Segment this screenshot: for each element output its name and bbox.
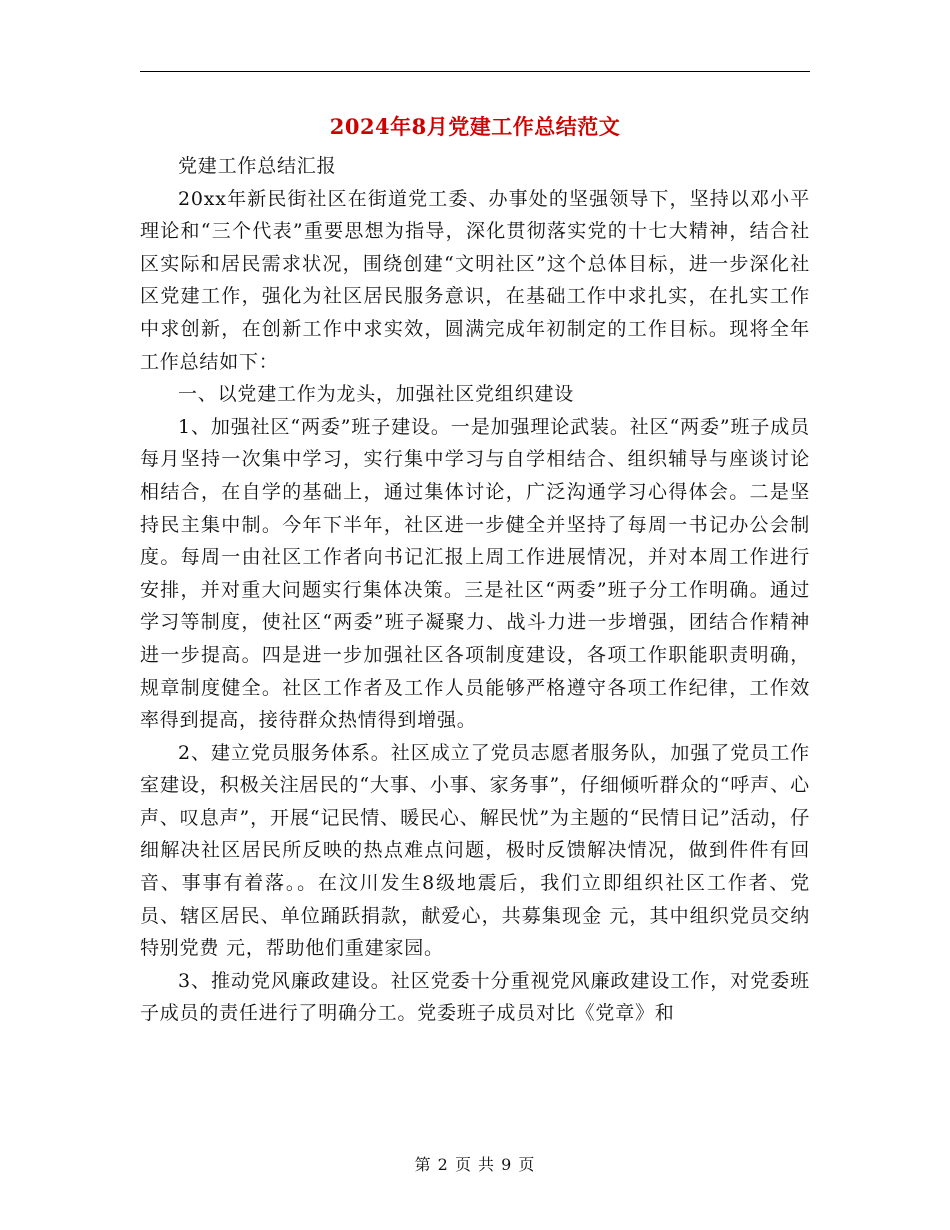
header-rule — [140, 71, 810, 72]
paragraph-intro: 20xx年新民街社区在街道党工委、办事处的坚强领导下，坚持以邓小平理论和“三个代表”重要思想为指导，深化贯彻落实党的十七大精神，结合社区实际和居民需求状况，围绕创建“文明社区”这个总体目标，进一步深化社区党建工作，强化为社区居民服务意识，在基础工作中求扎实，在扎实工作中求创新，在创新工作中求实效，圆满完成年初制定的工作目标。现将全年工作总结如下： — [140, 187, 810, 373]
paragraph-section-heading: 一、以党建工作为龙头，加强社区党组织建设 — [178, 383, 575, 406]
paragraph-report-heading: 党建工作总结汇报 — [178, 155, 337, 177]
paragraph-item-2: 2、建立党员服务体系。社区成立了党员志愿者服务队，加强了党员工作室建设，积极关注居民的“大事、小事、家务事”，仔细倾听群众的“呼声、心声、叹息声”，开展“记民情、暖民心、解民忧”为主题的“民情日记”活动，仔细解决社区居民所反映的热点难点问题，极时反馈解决情况，做到件件有回音、事事有着落。。在汶川发生8级地震后，我们立即组织社区工作者、党员、辖区居民、单位踊跃捐款，献爱心，共募集现金 元，其中组织党员交纳特别党费 元，帮助他们重建家园。 — [140, 741, 810, 960]
paragraph-item-3: 3、推动党风廉政建设。社区党委十分重视党风廉政建设工作，对党委班子成员的责任进行了明确分工。党委班子成员对比《党章》和 — [140, 969, 810, 1025]
page-number-footer: 第 2 页 共 9 页 — [414, 1155, 536, 1174]
paragraph-item-1: 1、加强社区“两委”班子建设。一是加强理论武装。社区“两委”班子成员每月坚持一次集中学习，实行集中学习与自学相结合、组织辅导与座谈讨论相结合，在自学的基础上，通过集体讨论，广泛沟通学习心得体会。二是坚持民主集中制。今年下半年，社区进一步健全并坚持了每周一书记办公会制度。每周一由社区工作者向书记汇报上周工作进展情况，并对本周工作进行安排，并对重大问题实行集体决策。三是社区“两委”班子分工作明确。通过学习等制度，使社区“两委”班子凝聚力、战斗力进一步增强，团结合作精神进一步提高。四是进一步加强社区各项制度建设，各项工作职能职责明确，规章制度健全。社区工作者及工作人员能够严格遵守各项工作纪律，工作效率得到提高，接待群众热情得到增强。 — [140, 415, 810, 732]
document-body — [140, 150, 810, 1030]
document-title: 2024年8月党建工作总结范文 — [329, 114, 621, 139]
